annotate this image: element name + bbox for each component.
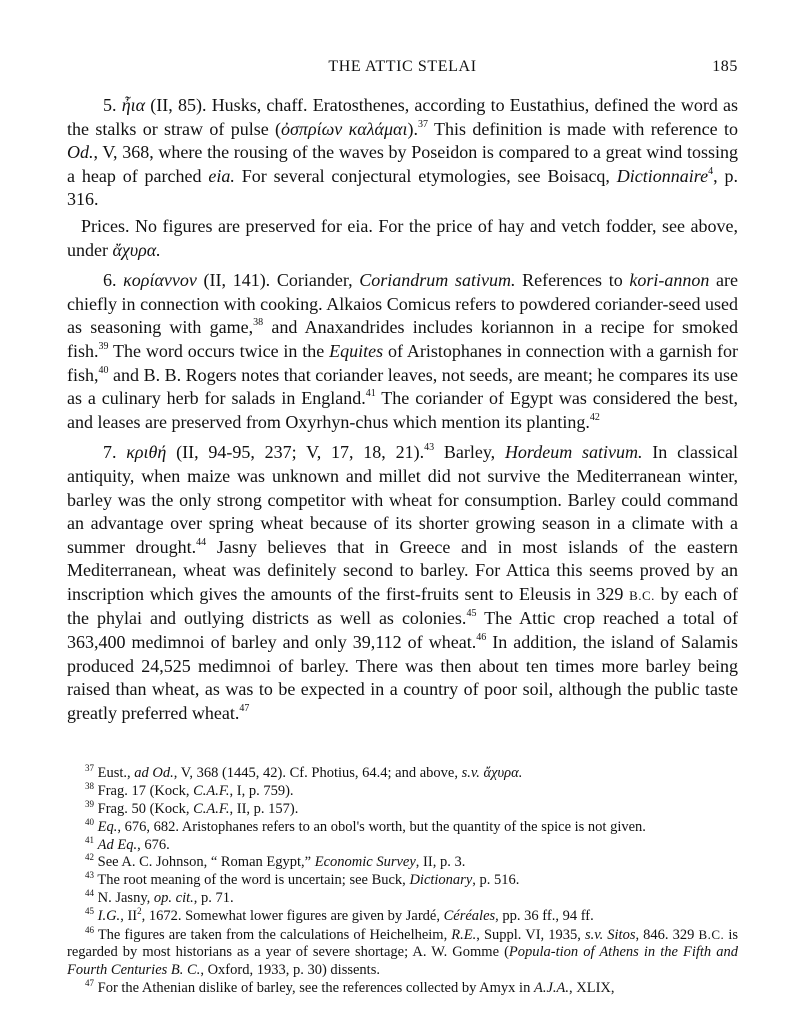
era-abbrev: B.C.: [629, 587, 655, 603]
footnote-ref: 46: [476, 632, 487, 644]
inscription-ref: (II, 141).: [203, 270, 271, 291]
edition-superscript: 4: [708, 165, 714, 177]
footnote-47: $^{47}$ For the Athenian dislike of barley, see the references collected by Amyx in A.J.A., XLIX,: [85, 978, 615, 996]
footnotes: [67, 765, 738, 997]
footnote-40: $^{40}$ Eq., 676, 682. Aristophanes refers to an obol's worth, but the quantity of the spice is not given.: [85, 816, 646, 835]
inscription-ref: (II, 85).: [150, 95, 207, 115]
footnote-ref: 37: [417, 118, 428, 130]
footnote-45: $^{45}$ I.G., $II^2$, 1672. Somewhat lower figures are given by Jardé, Céréales, pp. 36 ff., 94 ff.: [85, 905, 594, 924]
greek-term: κριθή: [126, 442, 167, 463]
inscription-ref: (II, 94-95, 237; V, 17, 18, 21).: [176, 442, 425, 463]
footnote-ref: 42: [589, 411, 600, 423]
running-head: [67, 50, 738, 80]
entry-krithe: 7. κριθή (II, 94-95, 237; V, 17, 18, 21).$^{43}$ Barley, Hordeum sativum. In classical antiquity, when maize was unknown and millet did not survive the Mediterranean winter, barley was the only strong competitor with wheat for consumption. Barley could command an advantage over spring wheat because of its shorter growing season in a climate with a summer drought.$^{44}$ Jasny believes that in Greece and in most islands of the eastern Mediterranean, wheat was definitely second to barley. For Attica this seems proved by an inscription which gives the amounts of the first-fruits sent to Eleusis in 329 B.C. by each of the phylai and outlying districts as well as colonies.$^{45}$ The Attic crop reached a total of 363,400 medimnoi of barley and only 39,112 of wheat.$^{46}$ In addition, the island of Salamis produced 24,525 medimnoi of barley. There was then about ten times more barley being raised than wheat, as was to be expected in a country of poor soil, although the public taste greatly preferred wheat.$^{47}$: [67, 442, 739, 723]
running-title: THE ATTIC STELAI: [328, 58, 477, 75]
footnote-44: $^{44}$ N. Jasny, op. cit., p. 71.: [85, 888, 234, 907]
body-text: [67, 94, 738, 725]
footnote-ref: 39: [98, 340, 109, 352]
footnote-46: $^{46}$ The figures are taken from the calculations of Heichelheim, R.E., Suppl. VI, 1935, s.v. Sitos, 846. 329 B.C. is regarded by most historians as a year of severe shortage; A. W. Gomme (Popula-tion of Athens in the Fifth and Fourth Centuries B. C., Oxford, 1933, p. 30) dissents.: [67, 924, 739, 979]
footnote-ref: 40: [98, 364, 109, 376]
footnote-38: $^{38}$ Frag. 17 (Kock, C.A.F., I, p. 759).: [85, 781, 294, 800]
footnote-41: $^{41}$ Ad Eq., 676.: [85, 834, 170, 853]
footnote-ref: 47: [239, 702, 250, 714]
entry-koriannon: 6. κορίαννον (II, 141). Coriander, Coriandrum sativum. References to kori-annon are chiefly in connection with cooking. Alkaios Comicus refers to powdered coriander-seed used as seasoning with game,$^{38}$ and Anaxandrides includes koriannon in a recipe for smoked fish.$^{39}$ The word occurs twice in the Equites of Aristophanes in connection with a garnish for fish,$^{40}$ and B. B. Rogers notes that coriander leaves, not seeds, are meant; he compares its use as a culinary herb for salads in England.$^{41}$ The coriander of Egypt was considered the best, and leases are preserved from Oxyrhyn-chus which mention its planting.$^{42}$: [67, 270, 739, 432]
footnote-43: $^{43}$ The root meaning of the word is uncertain; see Buck, Dictionary, p. 516.: [85, 870, 520, 889]
entry-number: 6.: [103, 270, 117, 291]
page-number: 185: [712, 58, 738, 75]
footnote-ref: 43: [424, 442, 435, 454]
entry-eia-prices: Prices. No figures are preserved for eia. For the price of hay and vetch fodder, see above, under ἄχυρα.: [67, 215, 738, 260]
greek-term: κορίαννον: [123, 270, 197, 291]
greek-term: ἦια: [121, 95, 146, 115]
footnote-ref: 41: [365, 388, 376, 400]
entry-number: 7.: [103, 442, 117, 463]
book-page: [67, 50, 738, 998]
entry-number: 5.: [103, 95, 117, 115]
footnote-39: $^{39}$ Frag. 50 (Kock, C.A.F., II, p. 157).: [85, 799, 299, 818]
footnote-ref: 38: [253, 317, 264, 329]
footnote-42: $^{42}$ See A. C. Johnson, “ Roman Egypt,” Economic Survey, II, p. 3.: [85, 852, 466, 871]
footnote-ref: 45: [466, 608, 477, 620]
entry-eia: 5. ἦια (II, 85). Husks, chaff. Eratosthenes, according to Eustathius, defined the word as the stalks or straw of pulse (ὀσπρίων καλάμαι).$^{37}$ This definition is made with reference to Od., V, 368, where the rousing of the waves by Poseidon is compared to a great wind tossing a heap of parched eia. For several conjectural etymologies, see Boisacq, Dictionnaire$^4$, p. 316.: [67, 95, 739, 210]
era-abbrev: B.C.: [698, 926, 725, 942]
footnote-37: $^{37}$ Eust., ad Od., V, 368 (1445, 42). Cf. Photius, 64.4; and above, s.v. ἄχυρα.: [85, 763, 523, 782]
footnote-ref: 44: [196, 536, 207, 548]
